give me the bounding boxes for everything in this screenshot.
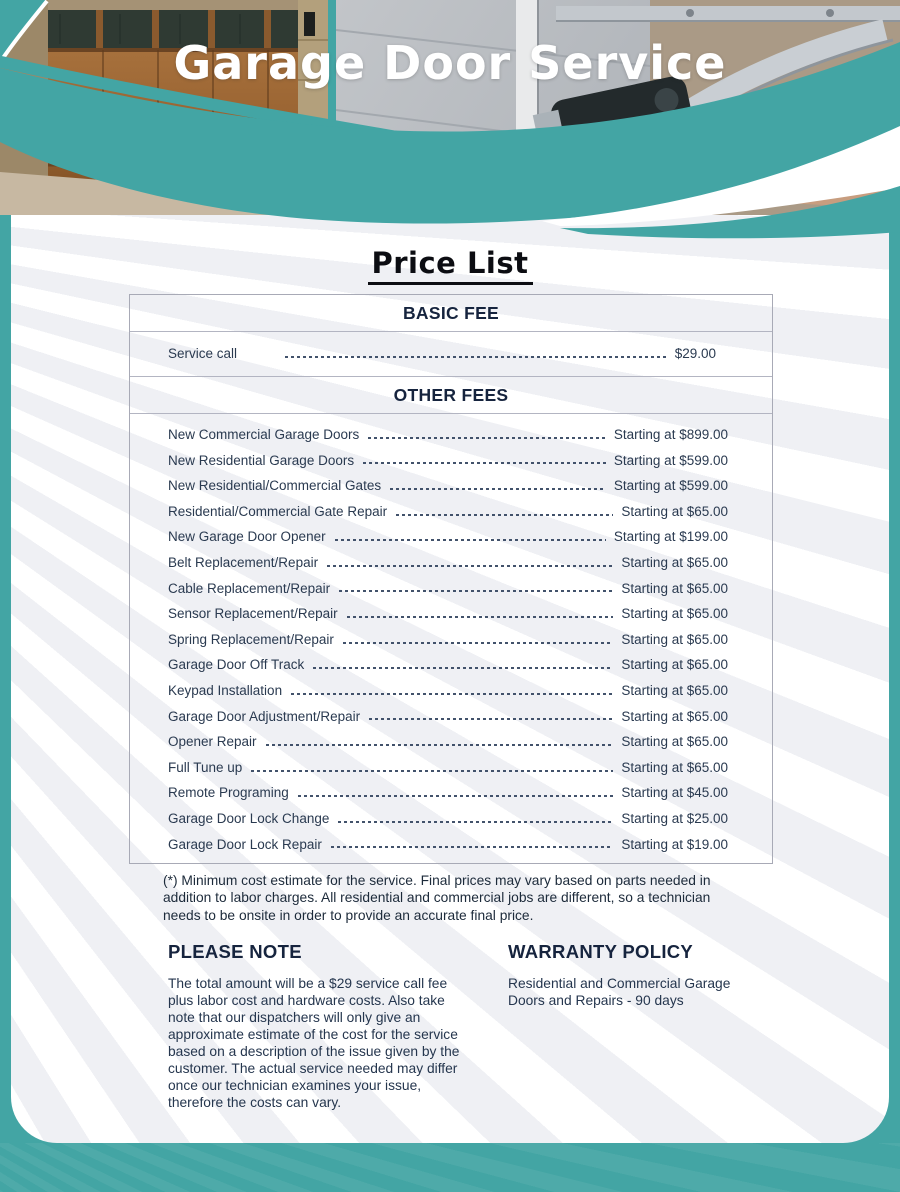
fee-label: Garage Door Adjustment/Repair (168, 708, 361, 724)
fee-row (130, 499, 772, 525)
fee-row (130, 729, 772, 755)
fee-label: Service call (168, 346, 238, 361)
dotted-leader (285, 356, 667, 358)
fee-label: New Residential Garage Doors (168, 452, 355, 468)
fee-price: Starting at $19.00 (621, 836, 728, 852)
fee-row (130, 524, 772, 550)
other-fees-rows (130, 414, 772, 863)
fee-row (130, 652, 772, 678)
fee-price: Starting at $599.00 (613, 478, 728, 494)
fee-price: Starting at $45.00 (621, 785, 728, 801)
fee-row (130, 342, 772, 366)
other-fees-section-heading: OTHER FEES (130, 377, 772, 414)
basic-fee-section-heading: BASIC FEE (130, 295, 772, 332)
price-table (129, 294, 773, 864)
fee-price: Starting at $65.00 (621, 606, 728, 622)
fee-price: $29.00 (674, 346, 716, 361)
dotted-leader (338, 821, 613, 823)
dotted-leader (347, 616, 614, 618)
dotted-leader (390, 488, 606, 490)
fee-row (130, 755, 772, 781)
dotted-leader (298, 795, 614, 797)
fee-row (130, 550, 772, 576)
fee-label: Spring Replacement/Repair (168, 631, 334, 647)
fee-label: Full Tune up (168, 759, 243, 775)
fee-label: New Residential/Commercial Gates (168, 478, 382, 494)
fee-price: Starting at $599.00 (613, 452, 728, 468)
basic-fee-rows (130, 332, 772, 377)
dotted-leader (339, 590, 613, 592)
fee-price: Starting at $199.00 (613, 529, 728, 545)
fee-label: Garage Door Lock Repair (168, 836, 322, 852)
fee-label: Opener Repair (168, 734, 257, 750)
fee-label: Residential/Commercial Gate Repair (168, 503, 388, 519)
fee-label: Remote Programing (168, 785, 289, 801)
page-title: Garage Door Service (173, 36, 727, 90)
fee-row (130, 576, 772, 602)
fee-label: Keypad Installation (168, 682, 283, 698)
fee-row (130, 806, 772, 832)
fee-row (130, 704, 772, 730)
disclaimer-note: (*) Minimum cost estimate for the service. Final prices may vary based on parts needed in addition to labor charges. All residential and commercial jobs are different, so a technician needs to be onsite in order to provide an accurate final price. (163, 873, 711, 923)
fee-label: Cable Replacement/Repair (168, 580, 331, 596)
fee-price: Starting at $65.00 (621, 631, 728, 647)
fee-price: Starting at $899.00 (613, 427, 728, 442)
fee-label: Garage Door Lock Change (168, 810, 330, 826)
fee-row (130, 601, 772, 627)
fee-price: Starting at $65.00 (621, 759, 728, 775)
fee-label: Belt Replacement/Repair (168, 554, 319, 570)
warranty-policy-section (508, 941, 758, 1009)
dotted-leader (331, 846, 614, 848)
dotted-leader (313, 667, 613, 669)
fee-label: New Commercial Garage Doors (168, 427, 360, 442)
fee-row (130, 832, 772, 858)
dotted-leader (369, 718, 613, 720)
dotted-leader (363, 462, 606, 464)
dotted-leader (343, 642, 614, 644)
dotted-leader (335, 539, 606, 541)
dotted-leader (396, 514, 613, 516)
please-note-body: The total amount will be a $29 service call fee plus labor cost and hardware costs. Also take note that our dispatchers will only give an approximate estimate of the cost for the service based on a description of the issue given by the customer. The actual service needed may differ once our technician examines your issue, therefore the costs can vary. (168, 976, 460, 1110)
fee-row (130, 448, 772, 474)
fee-price: Starting at $65.00 (621, 657, 728, 673)
fee-row (130, 627, 772, 653)
fee-row (130, 780, 772, 806)
fee-price: Starting at $65.00 (621, 682, 728, 698)
fee-label: New Garage Door Opener (168, 529, 326, 545)
fee-row (130, 678, 772, 704)
fee-price: Starting at $25.00 (621, 810, 728, 826)
fee-label: Sensor Replacement/Repair (168, 606, 338, 622)
fee-label: Garage Door Off Track (168, 657, 305, 673)
dotted-leader (327, 565, 613, 567)
fee-price: Starting at $65.00 (621, 554, 728, 570)
dotted-leader (368, 437, 606, 439)
please-note-heading: PLEASE NOTE (168, 941, 302, 962)
warranty-policy-body: Residential and Commercial Garage Doors and Repairs - 90 days (508, 976, 731, 1008)
fee-row (130, 473, 772, 499)
fee-price: Starting at $65.00 (621, 708, 728, 724)
fee-price: Starting at $65.00 (621, 580, 728, 596)
fee-row (130, 422, 772, 448)
price-list-heading: Price List (0, 246, 900, 285)
dotted-leader (266, 744, 614, 746)
warranty-policy-heading: WARRANTY POLICY (508, 941, 694, 962)
fee-price: Starting at $65.00 (621, 503, 728, 519)
fee-price: Starting at $65.00 (621, 734, 728, 750)
dotted-leader (291, 693, 613, 695)
dotted-leader (251, 770, 613, 772)
please-note-section (168, 941, 468, 1111)
